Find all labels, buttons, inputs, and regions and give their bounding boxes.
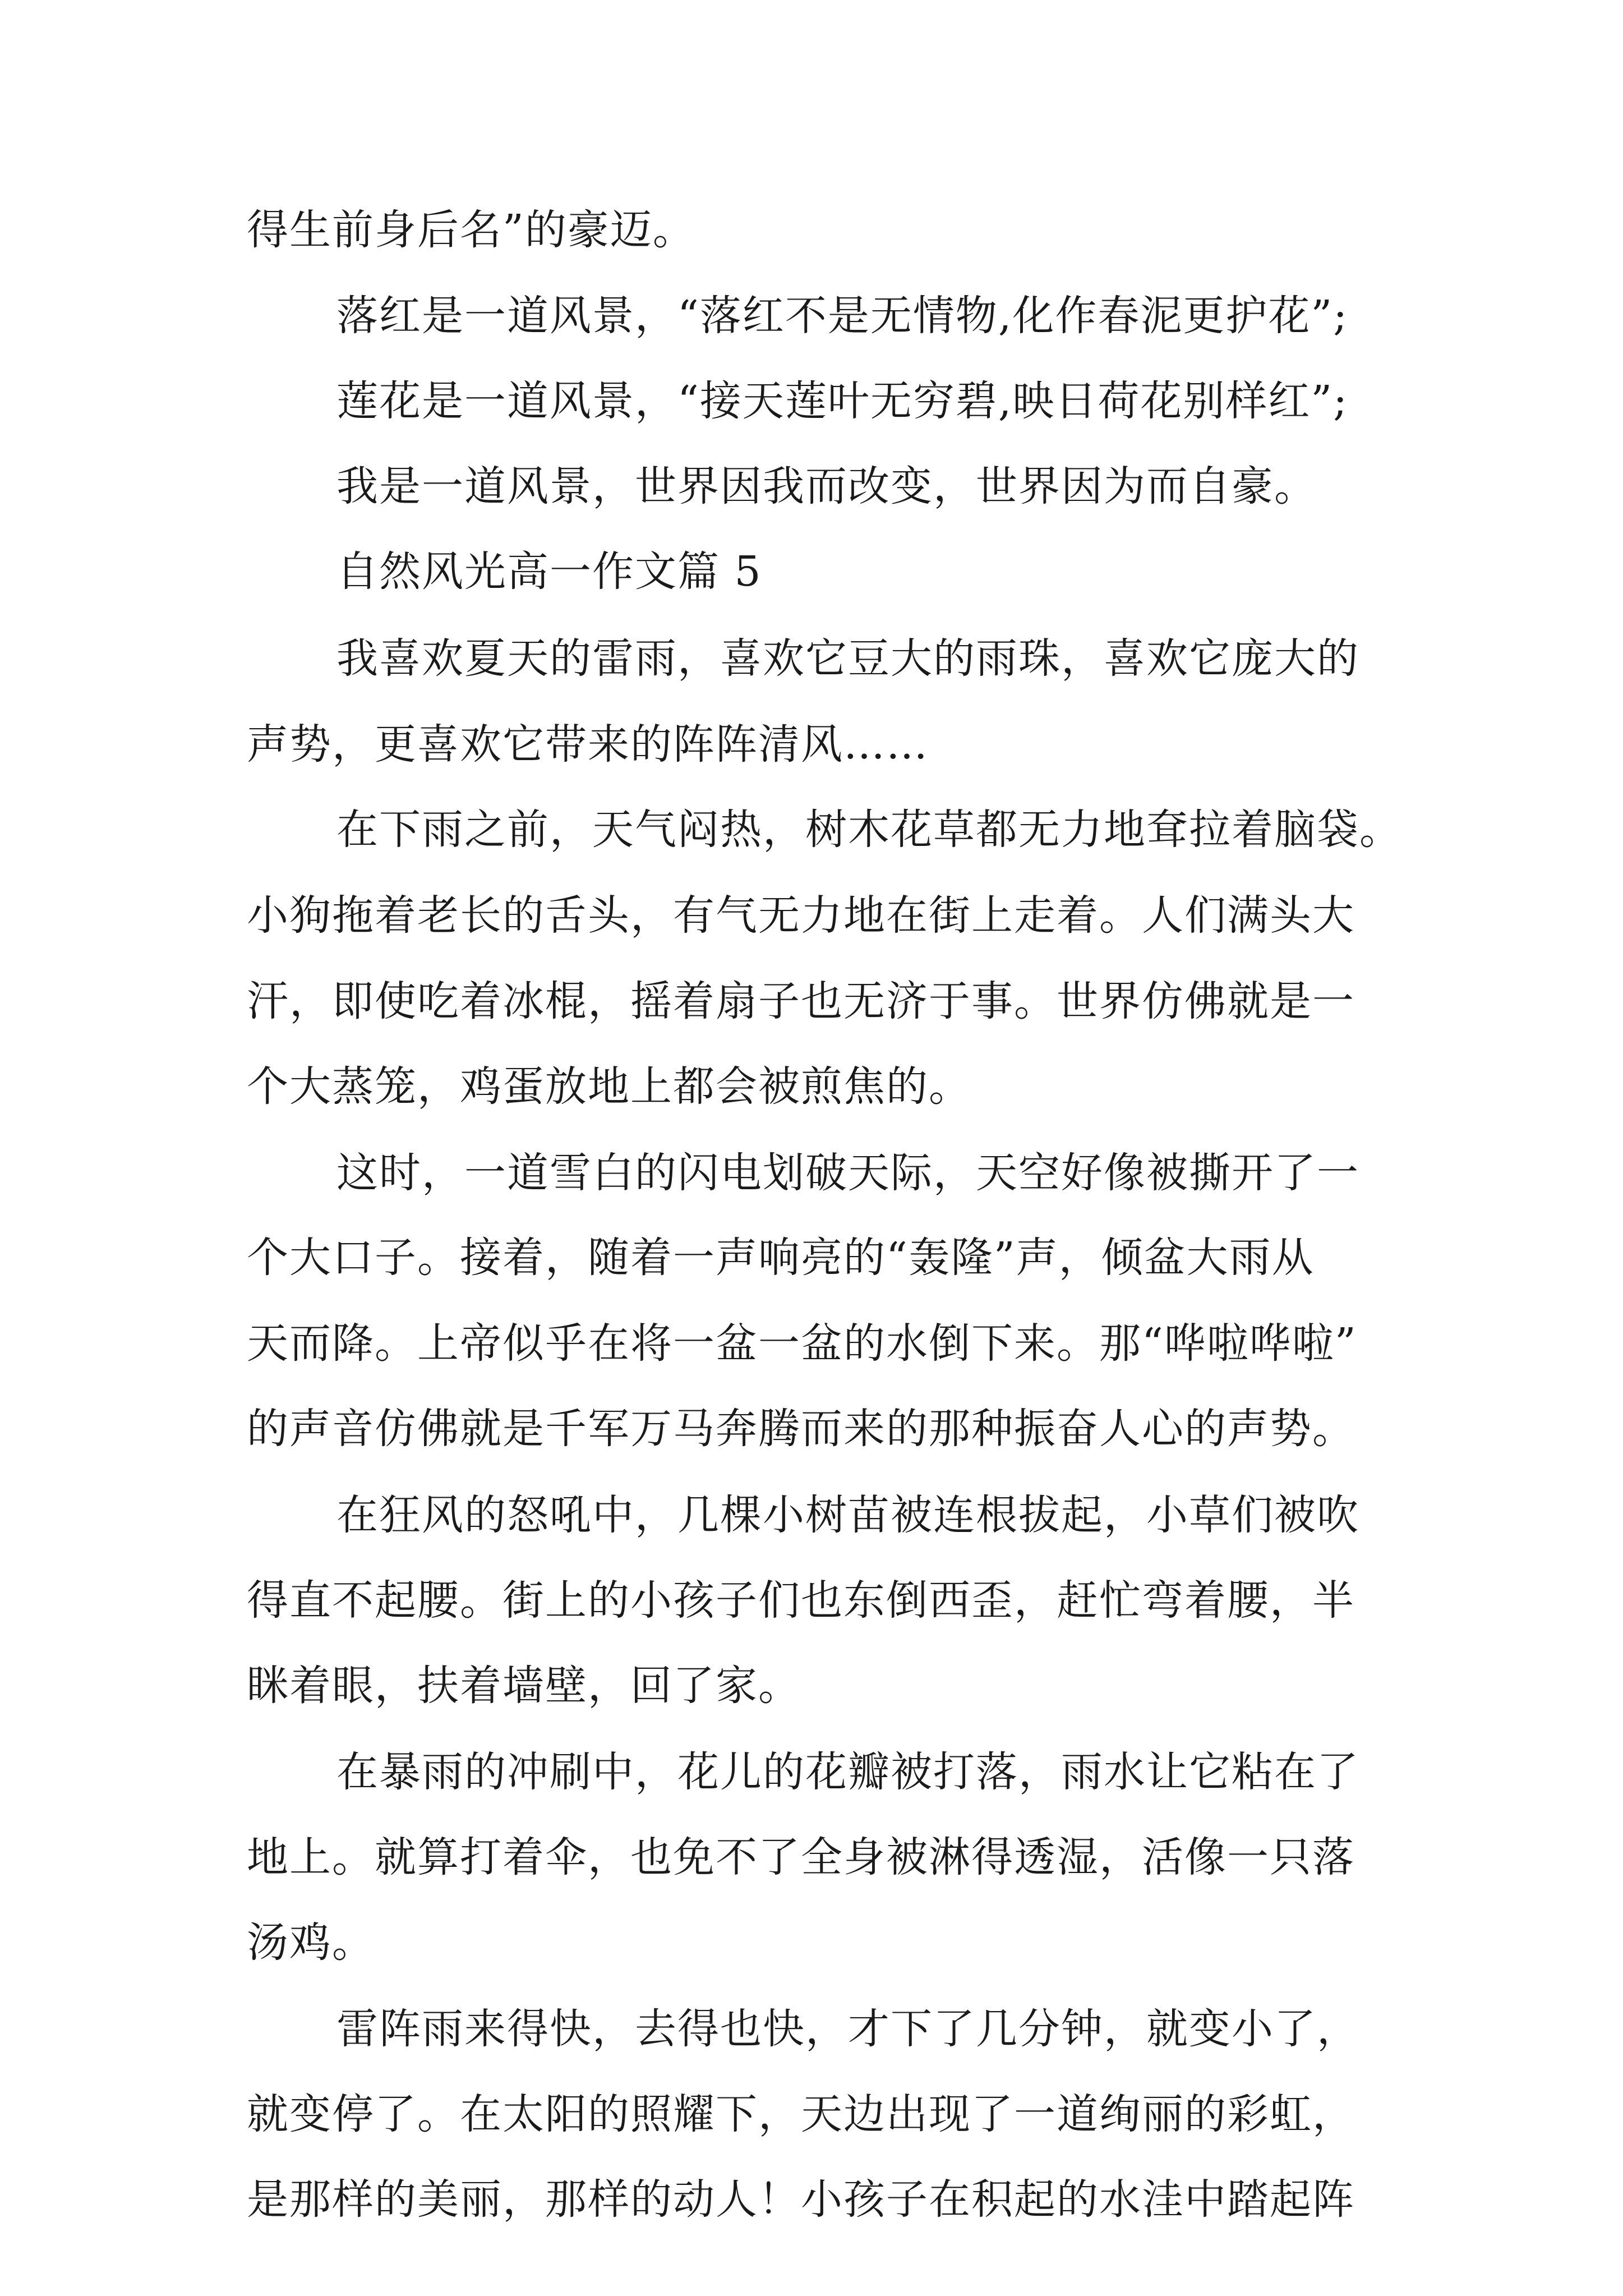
text-line: 眯着眼，扶着墙壁，回了家。	[247, 1662, 801, 1710]
text-line: 天而降。上帝似乎在将一盆一盆的水倒下来。那“哗啦哗啦”	[247, 1319, 1357, 1368]
text-line: 个大口子。接着，随着一声响亮的“轰隆”声，倾盆大雨从	[247, 1234, 1315, 1282]
text-line: 小狗拖着老长的舌头，有气无力地在街上走着。人们满头大	[247, 891, 1355, 940]
text-line: 这时，一道雪白的闪电划破天际，天空好像被撕开了一	[336, 1149, 1359, 1197]
text-line: 我喜欢夏天的雷雨，喜欢它豆大的雨珠，喜欢它庞大的	[336, 634, 1359, 683]
text-line: 在下雨之前，天气闷热，树木花草都无力地耷拉着脑袋。	[336, 806, 1402, 854]
text-line: 在狂风的怒吼中，几棵小树苗被连根拔起，小草们被吹	[336, 1491, 1359, 1539]
section-heading: 自然风光高一作文篇 5	[336, 547, 762, 596]
text-line: 我是一道风景，世界因我而改变，世界因为而自豪。	[336, 462, 1317, 510]
text-line: 莲花是一道风景，“接天莲叶无穷碧,映日荷花别样红”;	[336, 377, 1349, 425]
text-line: 得生前身后名”的豪迈。	[247, 206, 695, 254]
text-line: 雷阵雨来得快，去得也快，才下了几分钟，就变小了，	[336, 2005, 1359, 2053]
text-line: 得直不起腰。街上的小孩子们也东倒西歪，赶忙弯着腰，半	[247, 1576, 1355, 1625]
text-line: 在暴雨的冲刷中，花儿的花瓣被打落，雨水让它粘在了	[336, 1748, 1359, 1796]
text-line: 汤鸡。	[247, 1918, 375, 1967]
text-line: 落红是一道风景，“落红不是无情物,化作春泥更护花”;	[336, 292, 1349, 340]
text-line: 声势，更喜欢它带来的阵阵清风……	[247, 720, 929, 769]
text-line: 就变停了。在太阳的照耀下，天边出现了一道绚丽的彩虹，	[247, 2090, 1355, 2138]
text-line: 地上。就算打着伞，也免不了全身被淋得透湿，活像一只落	[247, 1833, 1355, 1881]
text-line: 个大蒸笼，鸡蛋放地上都会被煎焦的。	[247, 1062, 971, 1111]
text-line: 汗，即使吃着冰棍，摇着扇子也无济于事。世界仿佛就是一	[247, 977, 1355, 1025]
text-line: 是那样的美丽，那样的动人！小孩子在积起的水洼中踏起阵	[247, 2175, 1355, 2224]
text-line: 的声音仿佛就是千军万马奔腾而来的那种振奋人心的声势。	[247, 1405, 1355, 1453]
